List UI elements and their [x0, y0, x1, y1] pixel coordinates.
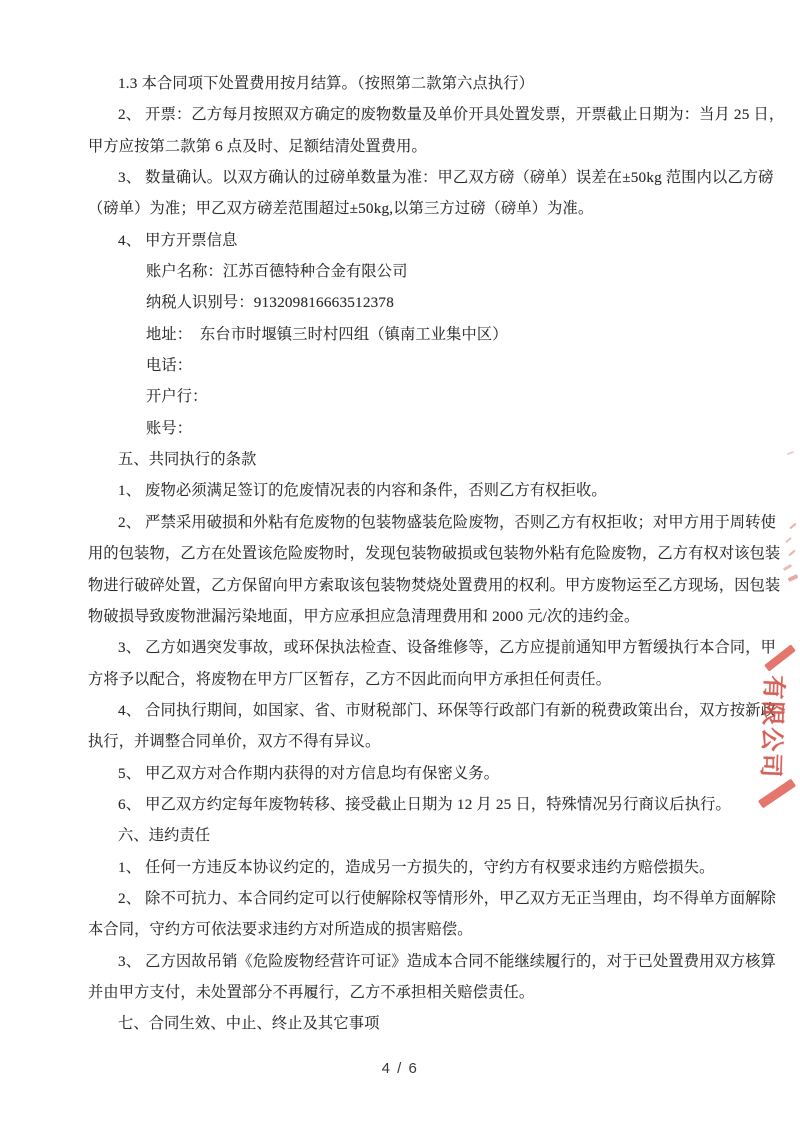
invoice-bank: 开户行： — [146, 388, 208, 406]
contract-line: 2、 开票：乙方每月按照双方确定的废物数量及单价开具处置发票，开票截止日期为：当月 25 日， — [118, 106, 785, 124]
contract-line: 用的包装物，乙方在处置该危险废物时，发现包装物破损或包装物外粘有危险废物，乙方有权对该包装 — [88, 545, 781, 563]
seal-arc-bottom — [758, 779, 796, 809]
seal-smudge — [783, 564, 792, 571]
seal-smudge — [787, 451, 794, 455]
invoice-account-number: 账号： — [146, 419, 193, 437]
invoice-address: 地址： 东台市时堰镇三时村四组（镇南工业集中区） — [146, 325, 508, 343]
seal-smudge — [788, 550, 795, 557]
contract-line: 3、 乙方如遇突发事故，或环保执法检查、设备维修等，乙方应提前通知甲方暂缓执行本合同，甲 — [118, 639, 777, 657]
contract-line: 方将予以配合，将废物在甲方厂区暂存，乙方不因此而向甲方承担任何责任。 — [88, 670, 612, 688]
seal-smudge — [788, 574, 799, 582]
contract-line: 1、 废物必须满足签订的危废情况表的内容和条件，否则乙方有权拒收。 — [118, 482, 607, 500]
seal-smudge — [785, 537, 792, 543]
seal-text: 有限公司 — [756, 674, 787, 780]
seal-smudge — [789, 523, 796, 530]
invoice-account-name: 账户名称：江苏百德特种合金有限公司 — [146, 263, 408, 281]
invoice-phone: 电话： — [146, 357, 193, 375]
contract-line: （磅单）为准；甲乙双方磅差范围超过±50kg,以第三方过磅（磅单）为准。 — [88, 200, 594, 218]
contract-line: 1.3 本合同项下处置费用按月结算。（按照第二款第六点执行） — [118, 75, 535, 92]
invoice-tax-id: 纳税人识别号：913209816663512378 — [146, 294, 394, 312]
contract-line: 物进行破碎处置，乙方保留向甲方索取该包装物焚烧处置费用的权利。甲方废物运至乙方现场，因包装 — [88, 576, 781, 594]
contract-line: 4、 合同执行期间，如国家、省、市财税部门、环保等行政部门有新的税费政策出台，双方按新政 — [118, 701, 777, 719]
contract-line: 4、 甲方开票信息 — [118, 231, 238, 249]
contract-line: 3、 乙方因故吊销《危险废物经营许可证》造成本合同不能继续履行的，对于已处置费用双方核算 — [118, 952, 777, 970]
contract-line: 6、 甲乙双方约定每年废物转移、接受截止日期为 12 月 25 日，特殊情况另行商议后执行。 — [118, 795, 731, 813]
contract-line: 1、 任何一方违反本协议约定的，造成另一方损失的，守约方有权要求违约方赔偿损失。 — [118, 858, 715, 876]
contract-line: 2、 除不可抗力、本合同约定可以行使解除权等情形外，甲乙双方无正当理由，均不得单方面解除 — [118, 889, 777, 907]
page-number: 4 / 6 — [381, 1060, 419, 1077]
contract-line: 并由甲方支付，未处置部分不再履行，乙方不承担相关赔偿责任。 — [88, 983, 535, 1001]
section-heading-seven: 七、合同生效、中止、终止及其它事项 — [118, 1015, 380, 1033]
contract-line: 5、 甲乙双方对合作期内获得的对方信息均有保密义务。 — [118, 764, 500, 782]
contract-line: 执行，并调整合同单价，双方不得有异议。 — [88, 733, 381, 751]
contract-body — [88, 68, 785, 1040]
contract-line: 2、 严禁采用破损和外粘有危废物的包装物盛装危险废物，否则乙方有权拒收；对甲方用于周转使 — [118, 513, 777, 531]
contract-line: 物破损导致废物泄漏污染地面，甲方应承担应急清理费用和 2000 元/次的违约金。 — [88, 607, 640, 625]
contract-line: 本合同，守约方可依法要求违约方对所造成的损害赔偿。 — [88, 921, 473, 939]
section-heading-five: 五、共同执行的条款 — [118, 451, 257, 469]
contract-line: 甲方应按第二款第 6 点及时、足额结清处置费用。 — [88, 137, 427, 155]
contract-line: 3、 数量确认。以双方确认的过磅单数量为准：甲乙双方磅（磅单）误差在±50kg 范围内以乙方磅 — [118, 169, 774, 187]
section-heading-six: 六、违约责任 — [118, 827, 211, 845]
